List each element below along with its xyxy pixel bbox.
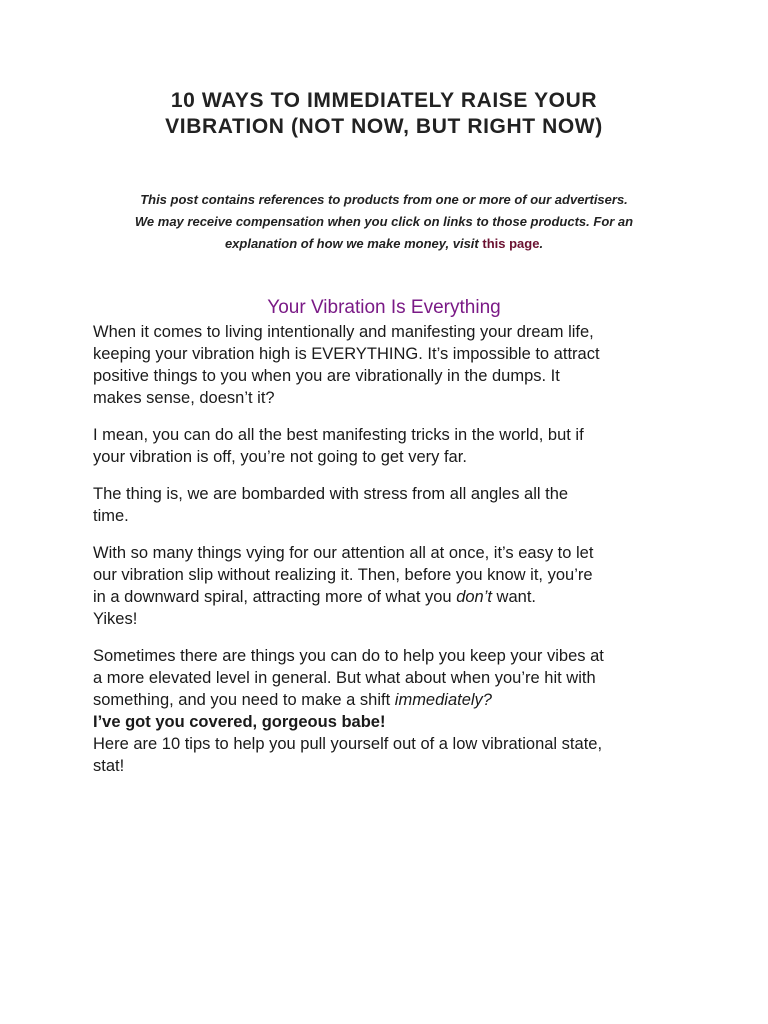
paragraph-3-line-2: time. <box>93 507 129 525</box>
paragraph-5-line-1: Sometimes there are things you can do to help you keep your vibes at <box>93 647 604 665</box>
paragraph-4-line-3-end: want. <box>491 588 536 606</box>
article-title-line-2: VIBRATION (NOT NOW, BUT RIGHT NOW) <box>165 115 603 138</box>
covered-callout: I’ve got you covered, gorgeous babe! <box>93 713 386 731</box>
article-title <box>60 88 708 140</box>
paragraph-1-line-2: keeping your vibration high is EVERYTHING. It’s impossible to attract <box>93 345 600 363</box>
paragraph-4-line-3 <box>93 586 703 608</box>
advertiser-disclosure <box>70 189 698 255</box>
disclosure-line-3-text: explanation of how we make money, visit <box>224 236 483 251</box>
paragraph-1-line-1: When it comes to living intentionally and manifesting your dream life, <box>93 323 594 341</box>
paragraph-2-line-1: I mean, you can do all the best manifesting tricks in the world, but if <box>93 426 584 444</box>
paragraph-3-line-1: The thing is, we are bombarded with stress from all angles all the <box>93 485 569 503</box>
paragraph-4-line-2: our vibration slip without realizing it. Then, before you know it, you’re <box>93 566 593 584</box>
paragraph-3 <box>93 483 703 527</box>
paragraph-5-line-3-text: something, and you need to make a shift <box>93 691 395 709</box>
disclosure-line-3 <box>70 233 698 255</box>
paragraph-2-line-2: your vibration is off, you’re not going to get very far. <box>93 448 467 466</box>
disclosure-line-3-end: . <box>539 236 544 251</box>
paragraph-1 <box>93 321 703 409</box>
paragraph-4-emphasis: don’t <box>456 588 492 606</box>
paragraph-5-line-3 <box>93 689 703 711</box>
section-heading: Your Vibration Is Everything <box>267 297 501 318</box>
paragraph-1-line-4: makes sense, doesn’t it? <box>93 389 275 407</box>
paragraph-4-line-4: Yikes! <box>93 610 138 628</box>
disclosure-line-1: This post contains references to products from one or more of our advertisers. <box>140 192 628 207</box>
paragraph-2 <box>93 424 703 468</box>
paragraph-4-line-1: With so many things vying for our attention all at once, it’s easy to let <box>93 544 594 562</box>
article-title-line-1: 10 WAYS TO IMMEDIATELY RAISE YOUR <box>170 89 598 112</box>
paragraph-5-line-6: stat! <box>93 757 125 775</box>
paragraph-5-line-2: a more elevated level in general. But what about when you’re hit with <box>93 669 596 687</box>
this-page-link[interactable]: this page <box>482 236 540 251</box>
paragraph-1-line-3: positive things to you when you are vibrationally in the dumps. It <box>93 367 560 385</box>
paragraph-5 <box>93 645 703 777</box>
disclosure-line-2: We may receive compensation when you click on links to those products. For an <box>134 214 634 229</box>
paragraph-5-emphasis: immediately? <box>394 691 492 709</box>
paragraph-4-line-3-text: in a downward spiral, attracting more of what you <box>93 588 457 606</box>
paragraph-4 <box>93 542 703 630</box>
paragraph-5-line-5: Here are 10 tips to help you pull yourself out of a low vibrational state, <box>93 735 603 753</box>
